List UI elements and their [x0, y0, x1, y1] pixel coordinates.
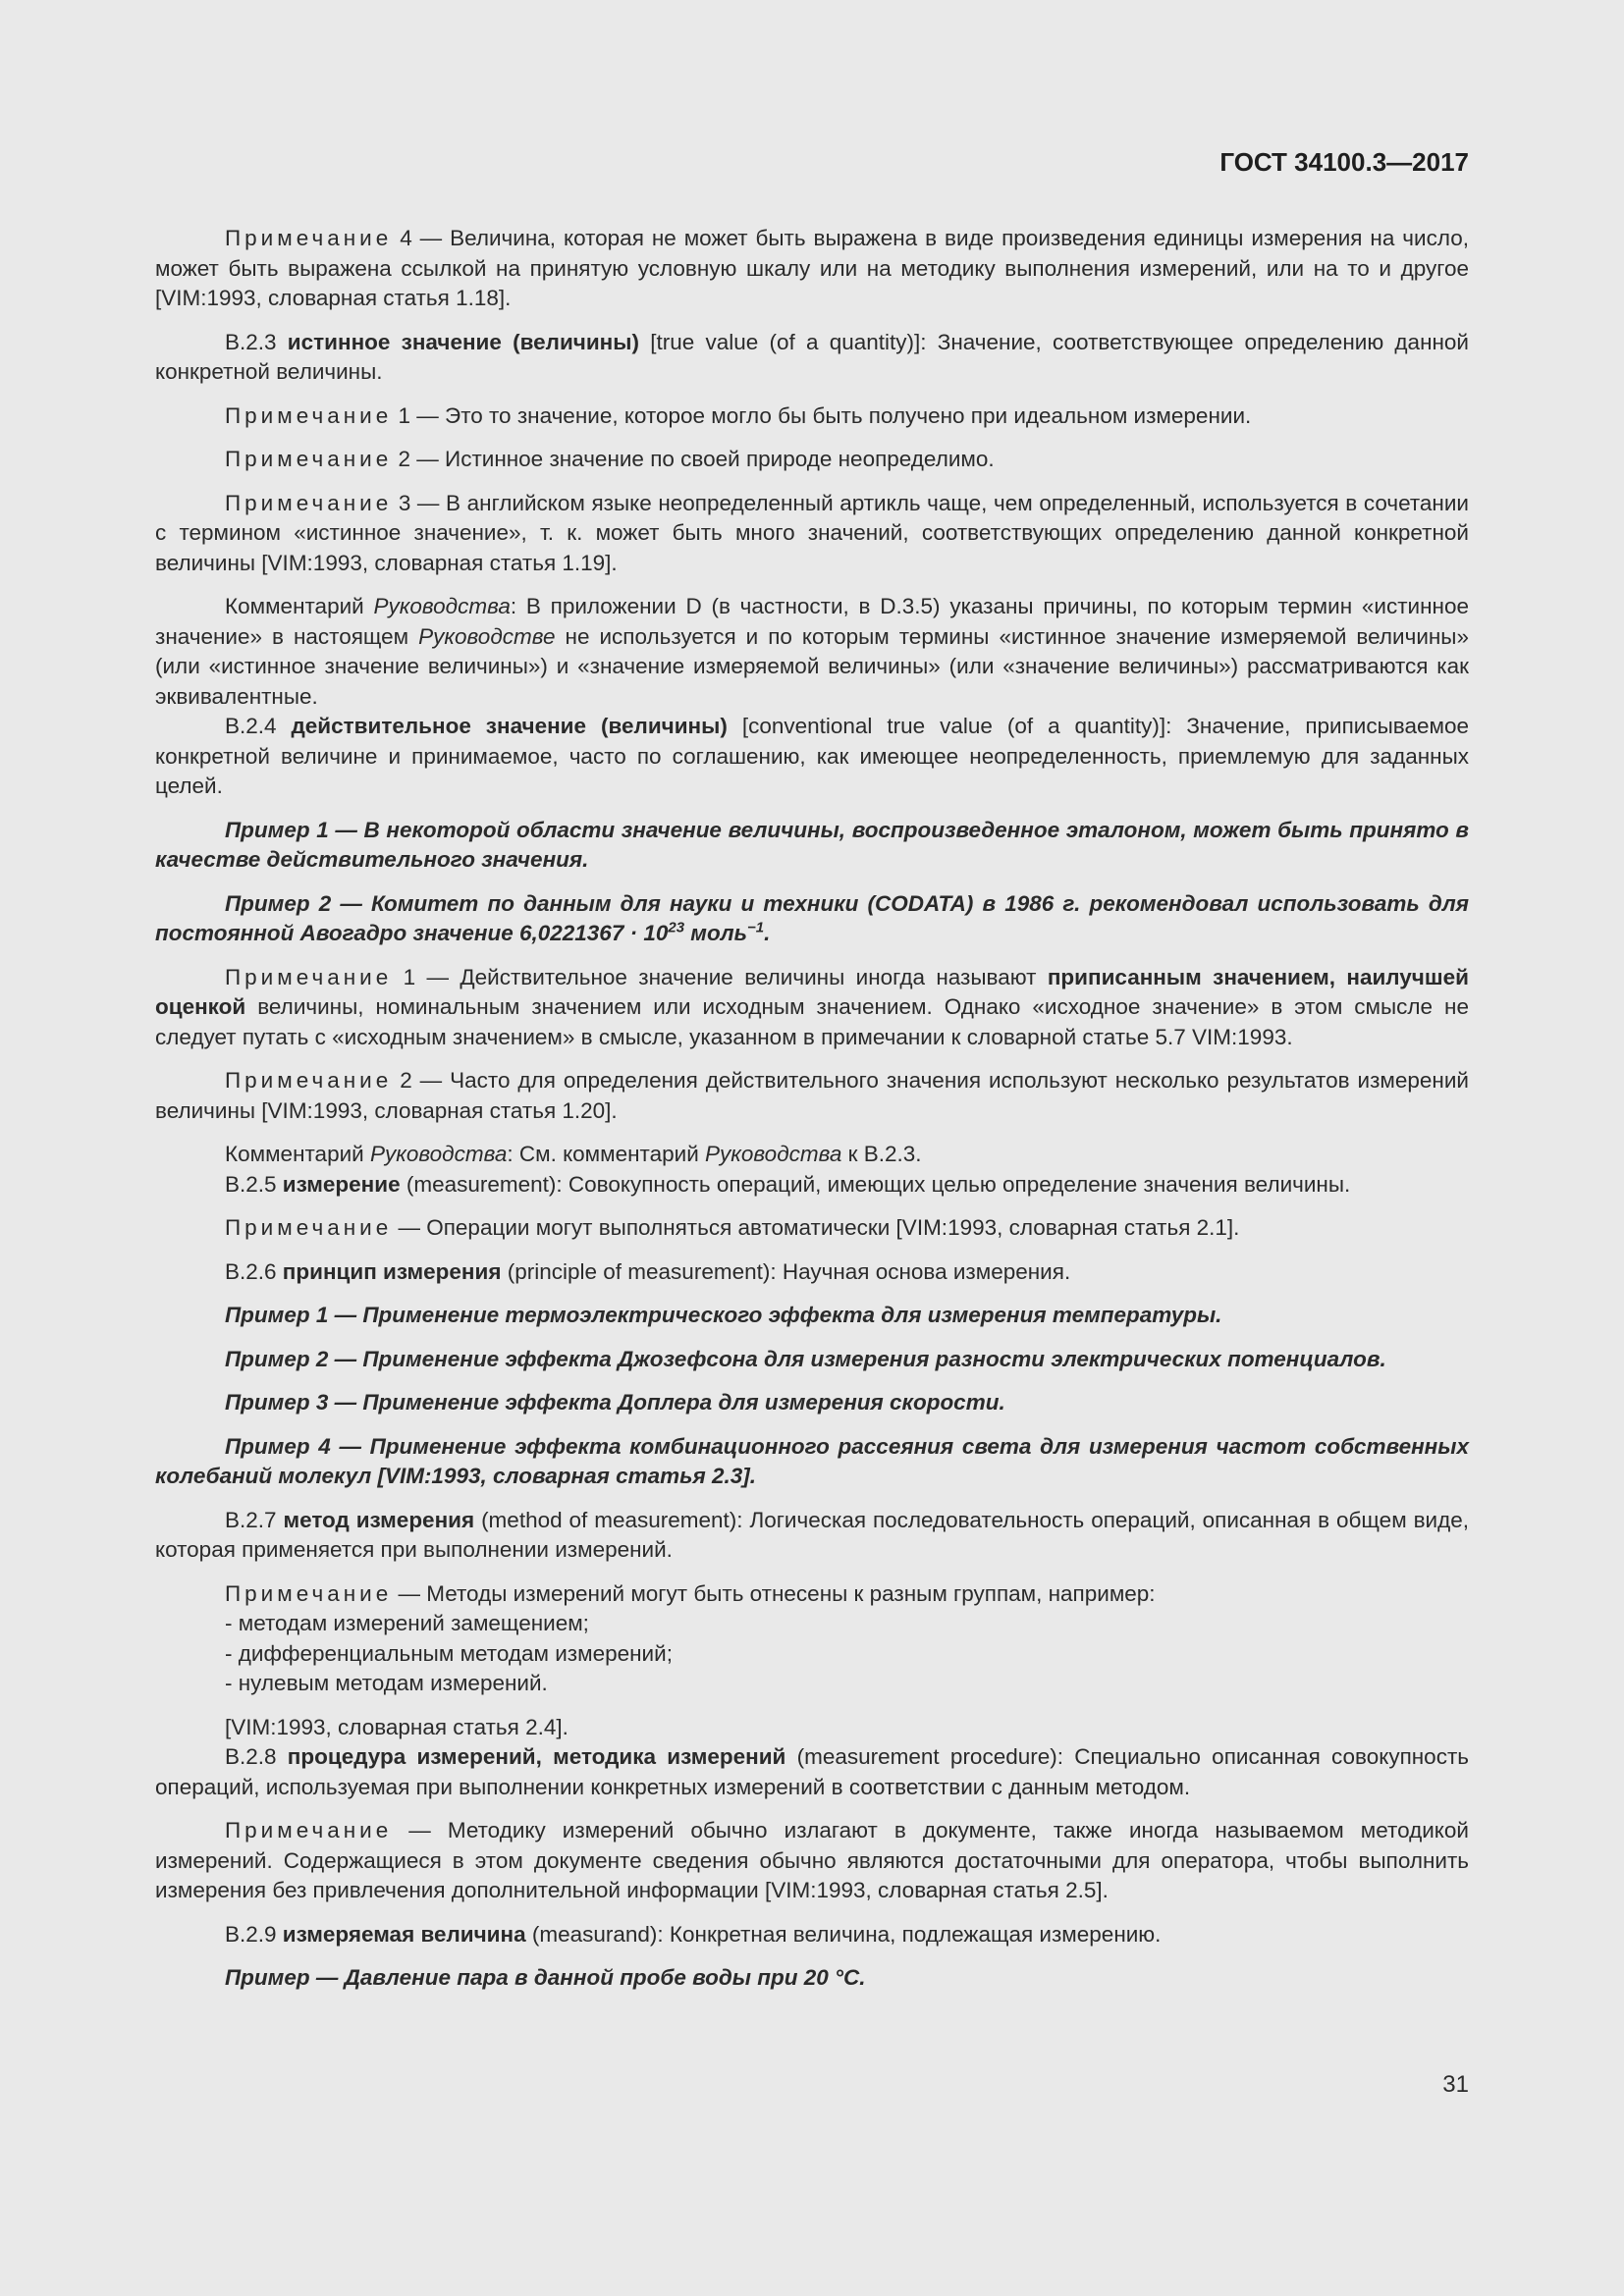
- example-paragraph: Пример 1 — В некоторой области значение величины, воспроизведенное эталоном, может быть принято в качестве действительного значения.: [155, 817, 1469, 872]
- note-paragraph: Примечание 3 — В английском языке неопределенный артикль чаще, чем определенный, используется в сочетании с термином «истинное значение», т. к. может быть много значений, соответствующих определению данной конкретной величины [VIM:1993, словарная статья 1.19].: [155, 490, 1469, 575]
- example-paragraph: Пример 4 — Применение эффекта комбинационного рассеяния света для измерения частот собственных колебаний молекул [VIM:1993, словарная статья 2.3].: [155, 1433, 1469, 1488]
- example-paragraph: Пример 3 — Применение эффекта Доплера для измерения скорости.: [225, 1390, 1005, 1415]
- comment-paragraph: Комментарий Руководства: В приложении D (в частности, в D.3.5) указаны причины, по которым термин «истинное значение» в настоящем Руководстве не используется и по которым термины «истинное значение измеряемой величины» (или «истинное значение величины») и «значение измеряемой величины» (или «значение величины») рассматриваются как эквивалентные.: [155, 594, 1469, 709]
- definition-b28: B.2.8 процедура измерений, методика измерений (measurement procedure): Специально описанная совокупность операций, используемая при выполнении конкретных измерений в соответствии с данным методом.: [155, 1744, 1469, 1799]
- term: истинное значение (величины): [287, 329, 639, 354]
- list-item: - методам измерений замещением;: [225, 1611, 589, 1635]
- term: действительное значение (величины): [291, 714, 728, 738]
- term: измерение: [282, 1171, 401, 1197]
- definition-b26: B.2.6 принцип измерения (principle of measurement): Научная основа измерения.: [225, 1258, 1071, 1284]
- document-body: [155, 224, 1469, 2007]
- note-paragraph: Примечание 1 — Действительное значение величины иногда называют приписанным значением, наилучшей оценкой величины, номинальным значением или исходным значением. Однако «исходное значение» в этом смысле не следует путать с «исходным значением» в смысле, указанном в примечании к словарной статье 5.7 VIM:1993.: [155, 964, 1469, 1049]
- note-paragraph: Примечание 4 — Величина, которая не может быть выражена в виде произведения единицы измерения на число, может быть выражена ссылкой на принятую условную шкалу или на методику выполнения измерений, или на то и другое [VIM:1993, словарная статья 1.18].: [155, 226, 1469, 310]
- note-paragraph: Примечание 2 — Истинное значение по своей природе неопределимо.: [225, 447, 995, 471]
- definition-b24: B.2.4 действительное значение (величины) [conventional true value (of a quantity)]: Значение, приписываемое конкретной величине и принимаемое, часто по соглашению, как имеющее неопределенность, приемлемую для заданных целей.: [155, 714, 1469, 798]
- example-paragraph: Пример 2 — Комитет по данным для науки и техники (CODATA) в 1986 г. рекомендовал использовать для постоянной Авогадро значение $6,0221367 \cdot 10^{23}$ моль$^{-1}$.: [155, 890, 1469, 945]
- note-paragraph: Примечание — Операции могут выполняться автоматически [VIM:1993, словарная статья 2.1].: [225, 1215, 1240, 1240]
- list-item: - нулевым методам измерений.: [225, 1671, 548, 1695]
- term: принцип измерения: [282, 1258, 502, 1284]
- definition-b29: B.2.9 измеряемая величина (measurand): Конкретная величина, подлежащая измерению.: [225, 1921, 1162, 1947]
- document-header: ГОСТ 34100.3—2017: [1219, 147, 1469, 177]
- term: процедура измерений, методика измерений: [287, 1744, 786, 1769]
- list-item: - дифференциальным методам измерений;: [225, 1640, 673, 1666]
- note-paragraph: Примечание — Методы измерений могут быть отнесены к разным группам, например:: [225, 1580, 1156, 1606]
- example-paragraph: Пример 1 — Применение термоэлектрического эффекта для измерения температуры.: [225, 1303, 1222, 1327]
- note-paragraph: Примечание 1 — Это то значение, которое могло бы быть получено при идеальном измерении.: [225, 402, 1252, 428]
- method-list: [225, 1609, 1469, 1699]
- reference-line: [VIM:1993, словарная статья 2.4].: [225, 1714, 568, 1739]
- comment-paragraph: Комментарий Руководства: См. комментарий Руководства к B.2.3.: [225, 1142, 922, 1166]
- definition-b23: B.2.3 истинное значение (величины) [true value (of a quantity)]: Значение, соответствующее определению данной конкретной величины.: [155, 329, 1469, 384]
- term: метод измерения: [283, 1507, 475, 1532]
- term: измеряемая величина: [282, 1921, 526, 1947]
- example-paragraph: Пример 2 — Применение эффекта Джозефсона для измерения разности электрических потенциалов.: [225, 1346, 1386, 1371]
- definition-b27: B.2.7 метод измерения (method of measurement): Логическая последовательность операций, описанная в общем виде, которая применяется при выполнении измерений.: [155, 1507, 1469, 1562]
- note-paragraph: Примечание 2 — Часто для определения действительного значения используют несколько результатов измерений величины [VIM:1993, словарная статья 1.20].: [155, 1068, 1469, 1123]
- definition-b25: B.2.5 измерение (measurement): Совокупность операций, имеющих целью определение значения величины.: [225, 1171, 1351, 1197]
- page-number: 31: [1442, 2071, 1469, 2098]
- example-paragraph: Пример — Давление пара в данной пробе воды при 20 °C.: [225, 1965, 866, 1990]
- note-paragraph: Примечание — Методику измерений обычно излагают в документе, также иногда называемом методикой измерений. Содержащиеся в этом документе сведения обычно являются достаточными для оператора, чтобы выполнить измерения без привлечения дополнительной информации [VIM:1993, словарная статья 2.5].: [155, 1818, 1469, 1902]
